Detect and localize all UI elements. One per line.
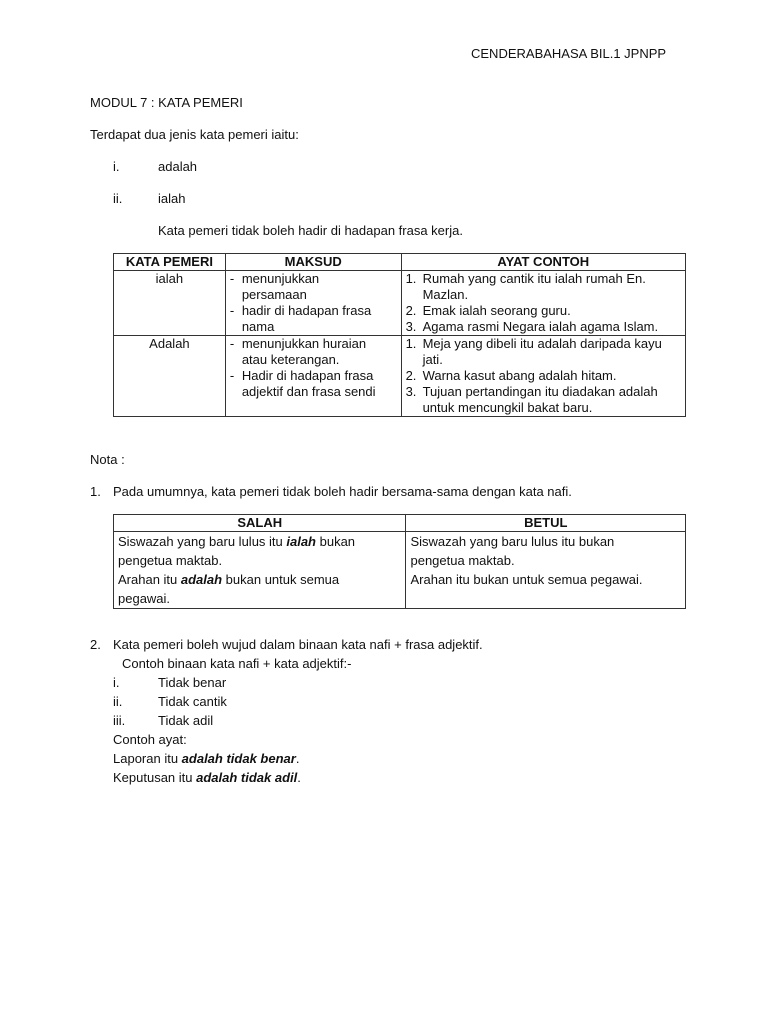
header-maksud: MAKSUD [225, 254, 401, 271]
header-betul: BETUL [406, 515, 686, 532]
header-salah: SALAH [114, 515, 406, 532]
betul-cell [406, 532, 686, 609]
table-header-row [114, 515, 686, 532]
table-row [114, 271, 686, 336]
rule-text: Kata pemeri tidak boleh hadir di hadapan frasa kerja. [158, 223, 463, 238]
table-row [114, 532, 686, 609]
list-item: - menunjukkan huraian atau keterangan. [229, 336, 367, 367]
maksud-cell [225, 336, 401, 417]
type-marker-2: ii. [113, 191, 123, 206]
header-kata-pemeri: KATA PEMERI [114, 254, 226, 271]
list-item: 1. Rumah yang cantik itu ialah rumah En. Mazlan. [405, 271, 646, 302]
table-row [114, 336, 686, 417]
salah-betul-table [113, 514, 686, 609]
example-text-2: Tidak cantik [158, 694, 227, 709]
module-title: MODUL 7 : KATA PEMERI [90, 95, 243, 110]
example-marker-1: i. [113, 675, 120, 690]
intro-text: Terdapat dua jenis kata pemeri iaitu: [90, 127, 299, 142]
table-header-row [114, 254, 686, 271]
list-item: 1. Meja yang dibeli itu adalah daripada kayu jati. [405, 336, 662, 367]
word-cell: ialah [114, 271, 226, 336]
document-header: CENDERABAHASA BIL.1 JPNPP [471, 46, 667, 61]
type-text-2: ialah [158, 191, 186, 206]
list-item: 2. Warna kasut abang adalah hitam. [405, 368, 617, 383]
header-ayat-contoh: AYAT CONTOH [401, 254, 685, 271]
betul-sentence-1-cont: pengetua maktab. [410, 553, 515, 568]
list-item: - Hadir di hadapan frasa adjektif dan frasa sendi [229, 368, 376, 399]
example-sentence-2: Keputusan itu adalah tidak adil. [113, 770, 301, 785]
salah-sentence-1-cont: pengetua maktab. [118, 553, 223, 568]
example-sentence-1: Laporan itu adalah tidak benar. [113, 751, 300, 766]
note-2-marker: 2. [90, 637, 101, 652]
betul-sentence-1: Siswazah yang baru lulus itu bukan [410, 534, 615, 549]
example-text-1: Tidak benar [158, 675, 227, 690]
kata-pemeri-table [113, 253, 686, 417]
contoh-cell [401, 271, 685, 336]
list-item: 3. Agama rasmi Negara ialah agama Islam. [405, 319, 659, 334]
word-cell: Adalah [114, 336, 226, 417]
contoh-cell [401, 336, 685, 417]
type-marker-1: i. [113, 159, 120, 174]
example-text-3: Tidak adil [158, 713, 214, 728]
nota-label: Nota : [90, 452, 125, 467]
example-marker-3: iii. [113, 713, 126, 728]
betul-sentence-2: Arahan itu bukan untuk semua pegawai. [410, 572, 643, 587]
note-2-sub: Contoh binaan kata nafi + kata adjektif:- [122, 656, 352, 671]
salah-cell [114, 532, 406, 609]
list-item: 3. Tujuan pertandingan itu diadakan adalah untuk mencungkil bakat baru. [405, 384, 658, 415]
salah-sentence-2-cont: pegawai. [118, 591, 171, 606]
list-item: - hadir di hadapan frasa nama [229, 303, 372, 334]
note-2-text: Kata pemeri boleh wujud dalam binaan kata nafi + frasa adjektif. [113, 637, 483, 652]
type-text-1: adalah [158, 159, 198, 174]
list-item: 2. Emak ialah seorang guru. [405, 303, 571, 318]
note-1-marker: 1. [90, 484, 101, 499]
note-1-text: Pada umumnya, kata pemeri tidak boleh hadir bersama-sama dengan kata nafi. [113, 484, 572, 499]
contoh-ayat-label: Contoh ayat: [113, 732, 187, 747]
salah-sentence-1: Siswazah yang baru lulus itu ialah bukan [118, 534, 356, 549]
example-marker-2: ii. [113, 694, 123, 709]
salah-sentence-2: Arahan itu adalah bukan untuk semua [118, 572, 340, 587]
list-item: - menunjukkan persamaan [229, 271, 320, 302]
maksud-cell [225, 271, 401, 336]
